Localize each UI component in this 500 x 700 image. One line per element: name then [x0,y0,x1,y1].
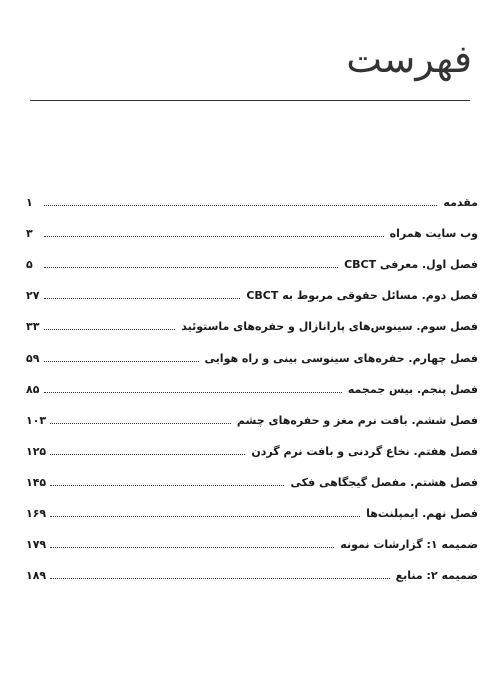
toc-entry-title: وب سایت همراه [389,227,478,241]
toc-leader-dots [44,267,338,268]
toc-page-number: ۱۴۵ [26,475,47,489]
toc-entry-title: ضمیمه ۱: گزارشات نمونه [340,538,478,552]
toc-entry[interactable] [26,271,478,302]
table-of-contents [26,178,478,582]
toc-page-number: ۳۳ [26,320,40,334]
toc-leader-dots [44,329,175,330]
toc-leader-dots [50,485,284,486]
toc-entry[interactable] [26,333,478,364]
toc-page-number: ۸۵ [26,382,40,396]
toc-leader-dots [50,423,231,424]
title-divider [30,100,470,101]
toc-leader-dots [50,454,245,455]
toc-entry-title: فصل سوم. سینوس‌های پارانازال و حفره‌های ماستوئید [181,320,478,334]
page-title: فهرست [346,37,472,81]
toc-page-number: ۱۰۳ [26,413,47,427]
toc-entry[interactable] [26,520,478,551]
toc-entry[interactable] [26,365,478,396]
toc-page-number: ۳ [26,227,33,241]
toc-leader-dots [50,516,360,517]
toc-entry[interactable] [26,551,478,582]
toc-entry-title: فصل دوم. مسائل حقوقی مربوط به CBCT [246,289,478,303]
toc-leader-dots [44,392,342,393]
toc-entry-title: فصل هفتم. نخاع گردنی و بافت نرم گردن [251,444,478,458]
toc-entry-title: ضمیمه ۲: منابع [395,569,478,583]
toc-page-number: ۵ [26,258,33,272]
toc-leader-dots [44,361,199,362]
toc-leader-dots [44,205,437,206]
toc-page-number: ۱۸۹ [26,569,47,583]
toc-leader-dots [44,298,240,299]
toc-entry[interactable] [26,240,478,271]
toc-entry[interactable] [26,458,478,489]
toc-entry-title: فصل ششم. بافت نرم مغز و حفره‌های چشم [236,413,478,427]
toc-entry-title: فصل اول. معرفی CBCT [344,258,478,272]
toc-page-number: ۵۹ [26,351,40,365]
toc-page-number: ۱۶۹ [26,507,47,521]
toc-entry-title: فصل هشتم. مفصل گیجگاهی فکی [290,475,478,489]
toc-entry[interactable] [26,178,478,209]
toc-entry-title: فصل چهارم. حفره‌های سینوسی بینی و راه هوایی [204,351,478,365]
toc-leader-dots [44,236,384,237]
toc-page-number: ۱۷۹ [26,538,47,552]
toc-leader-dots [50,578,389,579]
toc-entry[interactable] [26,489,478,520]
toc-entry-title: فصل نهم. ایمپلنت‌ها [366,507,478,521]
toc-entry[interactable] [26,302,478,333]
toc-entry[interactable] [26,209,478,240]
toc-page-number: ۲۷ [26,289,40,303]
toc-leader-dots [50,547,334,548]
toc-page-number: ۱۲۵ [26,444,47,458]
toc-page-number: ۱ [26,196,33,210]
toc-entry[interactable] [26,427,478,458]
toc-entry[interactable] [26,396,478,427]
toc-entry-title: فصل پنجم. بیس جمجمه [347,382,478,396]
toc-entry-title: مقدمه [443,196,478,210]
